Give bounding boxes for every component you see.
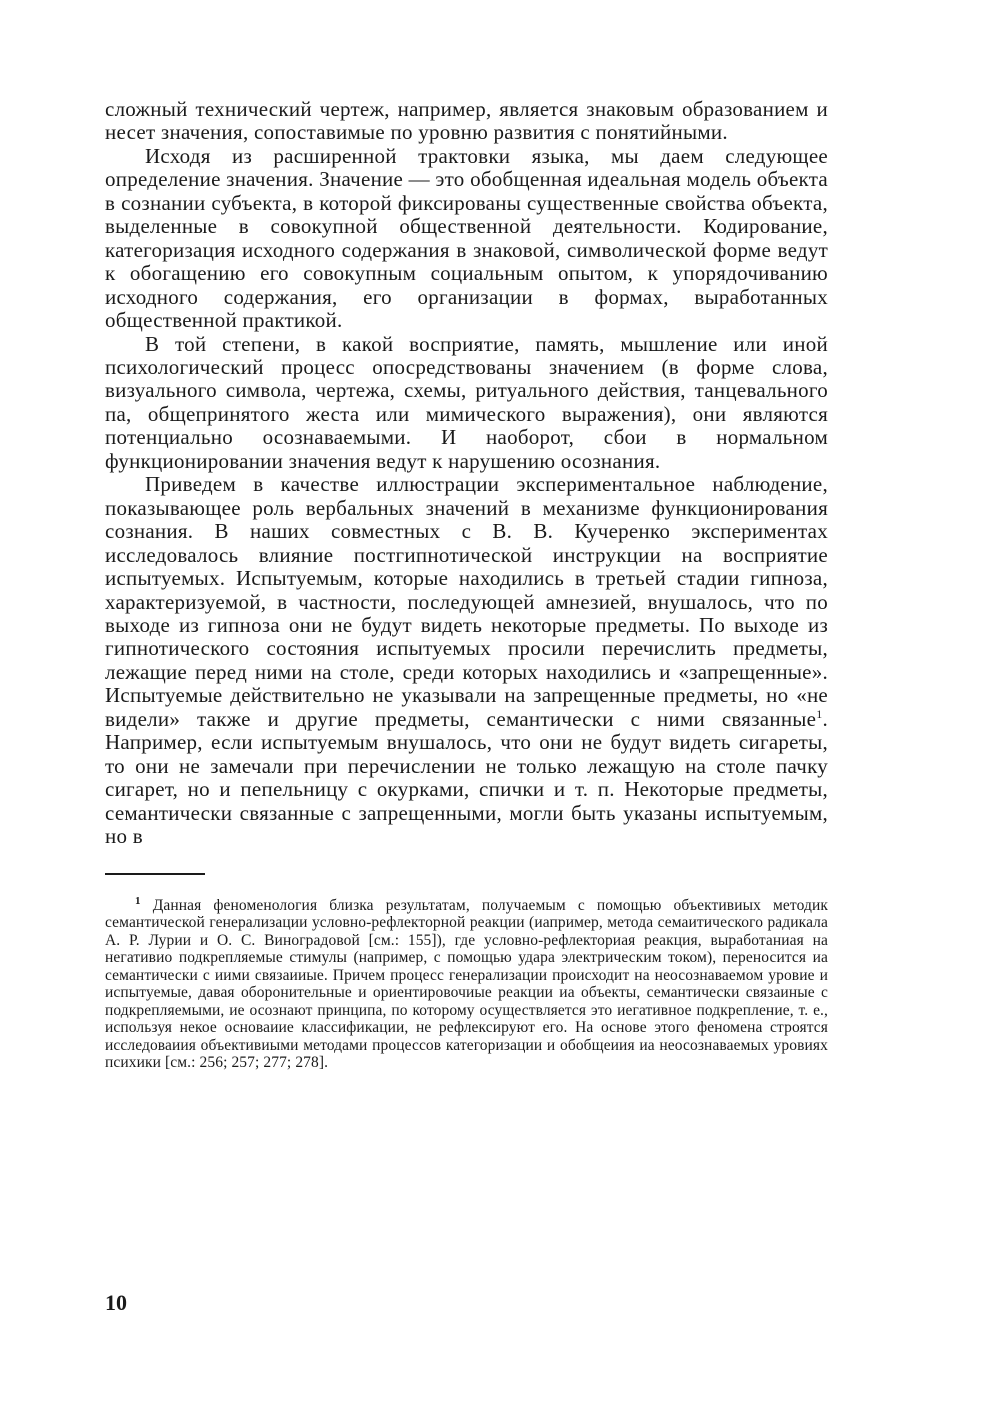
footnote bbox=[105, 894, 828, 1072]
paragraph-4-part-2: . Например, если испытуемым внушалось, что они не будут видеть сигареты, то они не замечали при перечислении не только лежащую на столе пачку сигарет, но и пепельницу с окурками, спички и т. п. Некоторые предметы, семантически связанные с запрещенными, могли быть указаны испытуемым, но в bbox=[105, 706, 828, 849]
paragraph-1: сложный технический чертеж, например, является знаковым образованием и несет значения, сопоставимые по уровню развития с понятийными. bbox=[105, 97, 828, 145]
paragraph-4-part-1: Приведем в качестве иллюстрации экспериментальное наблюдение, показывающее роль вербальных значений в механизме функционирования сознания. В наших совместных с В. В. Кучеренко экспериментах исследовалось влияние постгипнотической инструкции на восприятие испытуемых. Испытуемым, которые находились в третьей стадии гипноза, характеризуемой, в частности, последующей амнезией, внушалось, что по выходе из гипноза они не будут видеть некоторые предметы. По выходе из гипнотического состояния испытуемых просили перечислить предметы, лежащие перед ними на столе, среди которых находились и «запрещенные». Испытуемые действительно не указывали на запрещенные предметы, но «не видели» также и другие предметы, семантически с ними связанные bbox=[105, 472, 828, 731]
page-number: 10 bbox=[105, 1290, 127, 1315]
paragraph-4 bbox=[105, 473, 828, 848]
page-content bbox=[105, 98, 828, 1072]
footnote-marker: 1 bbox=[135, 894, 141, 907]
footnote-divider bbox=[105, 873, 205, 875]
main-text bbox=[105, 98, 828, 849]
footnote-text: Данная феноменология близка результатам, получаемым с помощью объективиых методик семантической генерализации условно-рефлекторной реакции (иапример, метода семаитического радикала А. Р. Лурии и О. С. Виноградовой [см.: 155]), где условно-рефлекториая реакция, выработаниая на негативио подкрепляемые стимулы (например, с помощью удара электрическим током), переносится иа семантически с иими связаииые. Причем процесс генерализации происходит на неосознаваемом уровие и испытуемые, давая оборонительные и ориентировочиые реакции иа объекты, семантически связаиные с подкрепляемыми, ие осознают принципа, по которому осуществляется это иегативное подкрепление, т. е., используя некое основаиие классификации, не рефлексируют его. На основе этого феномена строятся исследоваиия объективиыми методами процессов категоризации и обобщеиия иа неосознаваемых уровиях психики [см.: 256; 257; 277; 278]. bbox=[105, 896, 828, 1071]
paragraph-3: В той степени, в какой восприятие, память, мышление или иной психологический процесс опосредствованы значением (в форме слова, визуального символа, чертежа, схемы, ритуального действия, танцевального па, общепринятого жеста или мимического выражения), они являются потенциально осознаваемыми. И наоборот, сбои в нормальном функционировании значения ведут к нарушению осознания. bbox=[105, 331, 828, 473]
paragraph-2: Исходя из расширенной трактовки языка, мы даем следующее определение значения. Значение — это обобщенная идеальная модель объекта в сознании субъекта, в которой фиксированы существенные свойства объекта, выделенные в совокупной общественной деятельности. Кодирование, категоризация исходного содержания в знаковой, символической форме ведут к обогащению его совокупным социальным опытом, к упорядочиванию исходного содержания, его организации в формах, выработанных общественной практикой. bbox=[105, 143, 828, 333]
footnote-reference: 1 bbox=[816, 706, 823, 721]
